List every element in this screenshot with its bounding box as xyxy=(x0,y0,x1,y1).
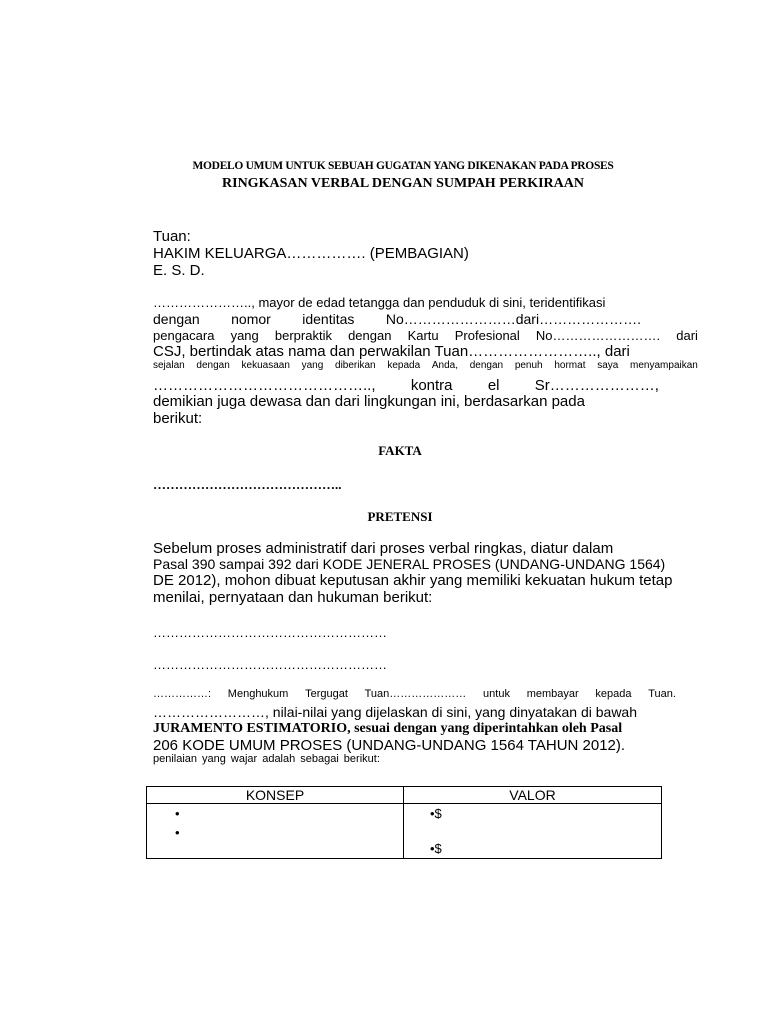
claims-heading: PRETENSI xyxy=(367,509,433,524)
word: ……………: xyxy=(153,688,212,700)
valor-cell xyxy=(404,804,662,859)
claims-paragraph-line-1: Sebelum proses administratif dari proses verbal ringkas, diatur dalam xyxy=(153,540,614,557)
word: diberikan xyxy=(335,360,376,371)
word: yang xyxy=(301,360,324,371)
word: penilaian xyxy=(153,753,198,765)
word: kepada xyxy=(387,360,421,371)
word: sebagai xyxy=(300,753,339,765)
claims-paragraph-line-4: menilai, pernyataan dan hukuman berikut: xyxy=(153,589,433,606)
word: No……………………dari…………………. xyxy=(385,311,641,327)
valor-item: •$ xyxy=(430,806,442,821)
table-header-row xyxy=(147,787,662,804)
konsep-cell xyxy=(147,804,404,859)
bullet-icon: • xyxy=(175,806,180,821)
word: kepada xyxy=(595,688,632,700)
bullet-icon: • xyxy=(175,825,180,840)
claims-sentence-line-3 xyxy=(153,721,622,737)
judge-line: HAKIM KELUARGA……………. (PEMBAGIAN) xyxy=(153,245,469,262)
word: dengan xyxy=(196,360,230,371)
claims-paragraph-line-3: DE 2012), mohon dibuat keputusan akhir yang memiliki kekuatan hukum tetap xyxy=(153,572,673,589)
claims-sentence-line-2: ……………………, nilai-nilai yang dijelaskan di sini, yang dinyatakan di bawah xyxy=(153,704,638,720)
word: No……………………. xyxy=(535,328,661,343)
juramento-rest: sesuai dengan yang diperintahkan oleh Pasal xyxy=(350,721,623,736)
facts-heading: FAKTA xyxy=(378,443,422,458)
intro-line-1: ………………….., mayor de edad tetangga dan penduduk di sini, teridentifikasi xyxy=(153,295,606,310)
claims-dots-2: ……………………………………………… xyxy=(153,657,387,672)
word: pengacara xyxy=(153,328,215,343)
word: Kartu xyxy=(407,328,439,343)
juramento-label: JURAMENTO ESTIMATORIO, xyxy=(153,721,351,736)
intro-line-4: CSJ, bertindak atas nama dan perwakilan Tuan…………………….., dari xyxy=(153,343,630,360)
table-header-valor: VALOR xyxy=(404,787,662,804)
intro-line-5 xyxy=(153,360,698,371)
word: Tuan. xyxy=(648,688,676,700)
claims-dots-1: ……………………………………………… xyxy=(153,625,387,640)
word: menyampaikan xyxy=(630,360,698,371)
word: …………………………………….., xyxy=(153,377,376,394)
intro-line-2 xyxy=(153,311,641,327)
word: Anda, xyxy=(431,360,458,371)
word: Tergugat xyxy=(305,688,348,700)
word: kontra xyxy=(410,377,453,394)
word: wajar xyxy=(230,753,258,765)
word: nomor xyxy=(231,311,271,327)
word: yang xyxy=(230,328,259,343)
claims-sentence-line-1 xyxy=(153,688,676,700)
word: dengan xyxy=(348,328,392,343)
word: adalah xyxy=(262,753,296,765)
intro-line-6 xyxy=(153,377,659,394)
word: berpraktik xyxy=(274,328,332,343)
facts-dots: …………………………………….. xyxy=(153,477,342,492)
document-title: MODELO UMUM UNTUK SEBUAH GUGATAN YANG DIKENAKAN PADA PROSES xyxy=(192,160,614,172)
word: Profesional xyxy=(454,328,520,343)
word: Tuan………………… xyxy=(364,688,467,700)
word: identitas xyxy=(302,311,355,327)
document-subtitle: RINGKASAN VERBAL DENGAN SUMPAH PERKIRAAN xyxy=(222,176,584,191)
word: saya xyxy=(597,360,619,371)
claims-paragraph-line-2: Pasal 390 sampai 392 dari KODE JENERAL PROSES (UNDANG-UNDANG 1564) xyxy=(153,556,666,572)
word: Menghukum xyxy=(227,688,289,700)
word: dengan xyxy=(153,311,200,327)
word: membayar xyxy=(526,688,579,700)
table-header-konsep: KONSEP xyxy=(147,787,404,804)
word: hormat xyxy=(554,360,586,371)
valuation-table xyxy=(146,786,662,859)
word: yang xyxy=(202,753,226,765)
word: el xyxy=(487,377,500,394)
word: kekuasaan xyxy=(241,360,290,371)
word: Sr…………………, xyxy=(534,377,659,394)
intro-line-8: berikut: xyxy=(153,410,203,427)
salutation: Tuan: xyxy=(153,228,191,245)
word: untuk xyxy=(483,688,510,700)
table-row xyxy=(147,804,662,859)
word: sejalan xyxy=(153,360,185,371)
valor-item: •$ xyxy=(430,841,442,856)
word: dengan xyxy=(469,360,504,371)
word: penuh xyxy=(514,360,543,371)
esd-line: E. S. D. xyxy=(153,262,205,279)
claims-sentence-line-5 xyxy=(153,753,380,765)
intro-line-3 xyxy=(153,328,698,343)
claims-sentence-line-4: 206 KODE UMUM PROSES (UNDANG-UNDANG 1564 TAHUN 2012). xyxy=(153,737,626,754)
word: berikut: xyxy=(343,753,380,765)
intro-line-7: demikian juga dewasa dan dari lingkungan ini, berdasarkan pada xyxy=(153,393,585,410)
word: dari xyxy=(676,328,698,343)
